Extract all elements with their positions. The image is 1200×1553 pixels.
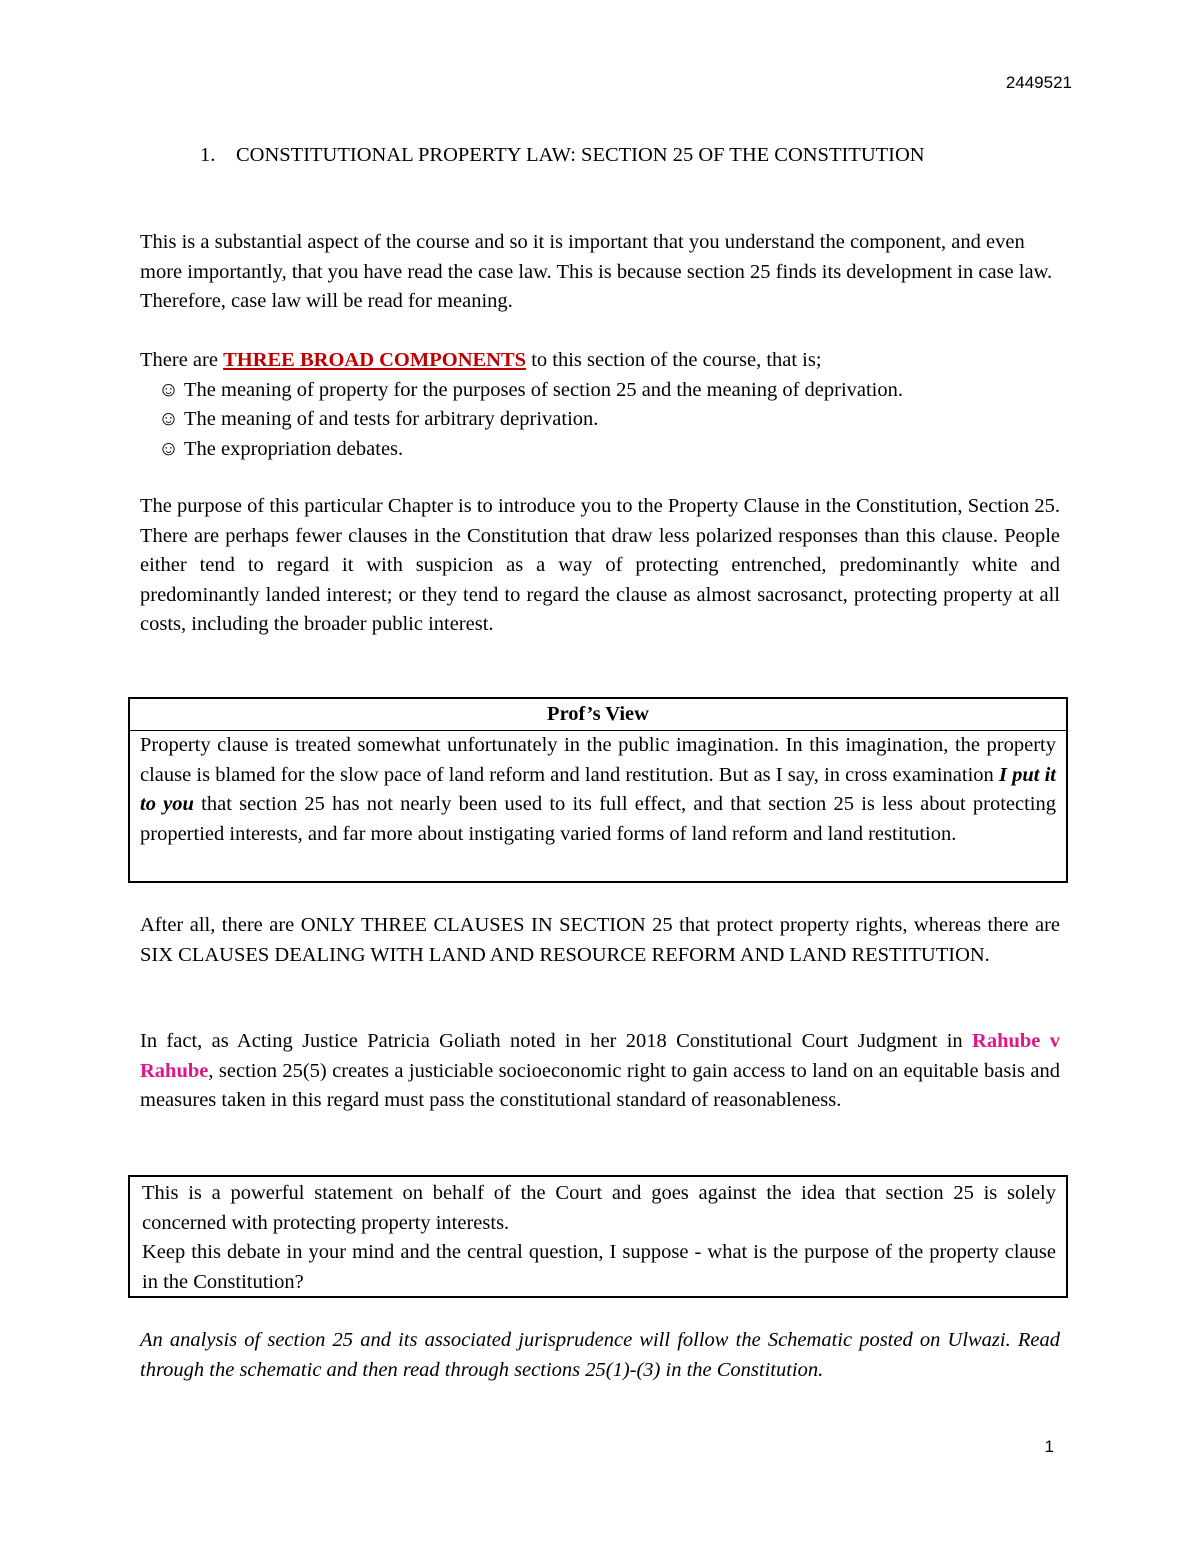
clauses-paragraph: After all, there are ONLY THREE CLAUSES IN SECTION 25 that protect property rights, whereas there are SIX CLAUSES DEALING WITH LAND AND RESOURCE REFORM AND LAND RESTITUTION. (140, 914, 1060, 966)
three-broad-components: THREE BROAD COMPONENTS (223, 349, 527, 371)
student-id: 2449521 (1005, 73, 1072, 92)
goliath-text-after: , section 25(5) creates a justiciable socioeconomic right to gain access to land on an equitable basis and measures taken in this regard must pass the constitutional standard of reasonableness. (140, 1059, 1060, 1111)
list-item-text: The expropriation debates. (184, 437, 404, 460)
list-item-text: The meaning of property for the purposes of section 25 and the meaning of deprivation. (184, 378, 904, 401)
smiley-icon: ☺ (158, 437, 179, 460)
purpose-paragraph: The purpose of this particular Chapter is to introduce you to the Property Clause in the Constitution, Section 25. There are perhaps fewer clauses in the Constitution that draw less polarized responses than this clause. People either tend to regard it with suspicion as a way of protecting entrenched, predominantly white and predominantly landed interest; or they tend to regard the clause as almost sacrosanct, protecting property at all costs, including the broader public interest. (140, 495, 1060, 635)
court-statement-box (128, 1175, 1068, 1298)
smiley-icon: ☺ (158, 378, 179, 401)
court-statement-line: This is a powerful statement on behalf of the Court and goes against the idea that section 25 is solely concerned with protecting property interests. (142, 1182, 1056, 1234)
profs-view-emphasis: I put it to you (140, 763, 1056, 815)
profs-view-body (130, 731, 1066, 849)
profs-view-text-after: that section 25 has not nearly been used to its full effect, and that section 25 is less about protecting propertied interests, and far more about instigating varied forms of land reform and land restitution. (140, 793, 1056, 845)
intro-paragraph: This is a substantial aspect of the course and so it is important that you understand the component, and even more importantly, that you have read the case law. This is because section 25 finds its development in case law. Therefore, case law will be read for meaning. (140, 231, 1053, 312)
profs-view-text-before: Property clause is treated somewhat unfortunately in the public imagination. In this imagination, the property clause is blamed for the slow pace of land reform and land restitution. But as I say, in cross examination (140, 734, 1056, 786)
components-intro (140, 346, 1060, 376)
section-heading (200, 141, 1100, 171)
components-section (140, 346, 1060, 464)
central-question-line: Keep this debate in your mind and the central question, I suppose - what is the purpose of the property clause in the Constitution? (142, 1241, 1056, 1293)
components-intro-before: There are (140, 349, 224, 371)
components-list (140, 376, 1060, 465)
case-name-rahube: Rahube v Rahube (140, 1030, 1060, 1082)
goliath-paragraph (140, 1027, 1060, 1116)
list-item (158, 405, 1060, 435)
schematic-paragraph: An analysis of section 25 and its associated jurisprudence will follow the Schematic posted on Ulwazi. Read through the schematic and then read through sections 25(1)-(3) in the Constitution. (140, 1329, 1060, 1381)
components-intro-after: to this section of the course, that is; (526, 349, 822, 371)
goliath-text-before: In fact, as Acting Justice Patricia Goliath noted in her 2018 Constitutional Court Judgment in (140, 1030, 973, 1052)
heading-number: 1. (200, 144, 216, 166)
list-item (158, 376, 1060, 406)
list-item (158, 435, 1060, 465)
heading-text: CONSTITUTIONAL PROPERTY LAW: SECTION 25 OF THE CONSTITUTION (236, 144, 925, 166)
page-number: 1 (1044, 1437, 1054, 1456)
profs-view-box (128, 697, 1068, 883)
smiley-icon: ☺ (158, 408, 179, 430)
profs-view-title: Prof’s View (130, 699, 1066, 731)
list-item-text: The meaning of and tests for arbitrary deprivation. (184, 408, 599, 430)
